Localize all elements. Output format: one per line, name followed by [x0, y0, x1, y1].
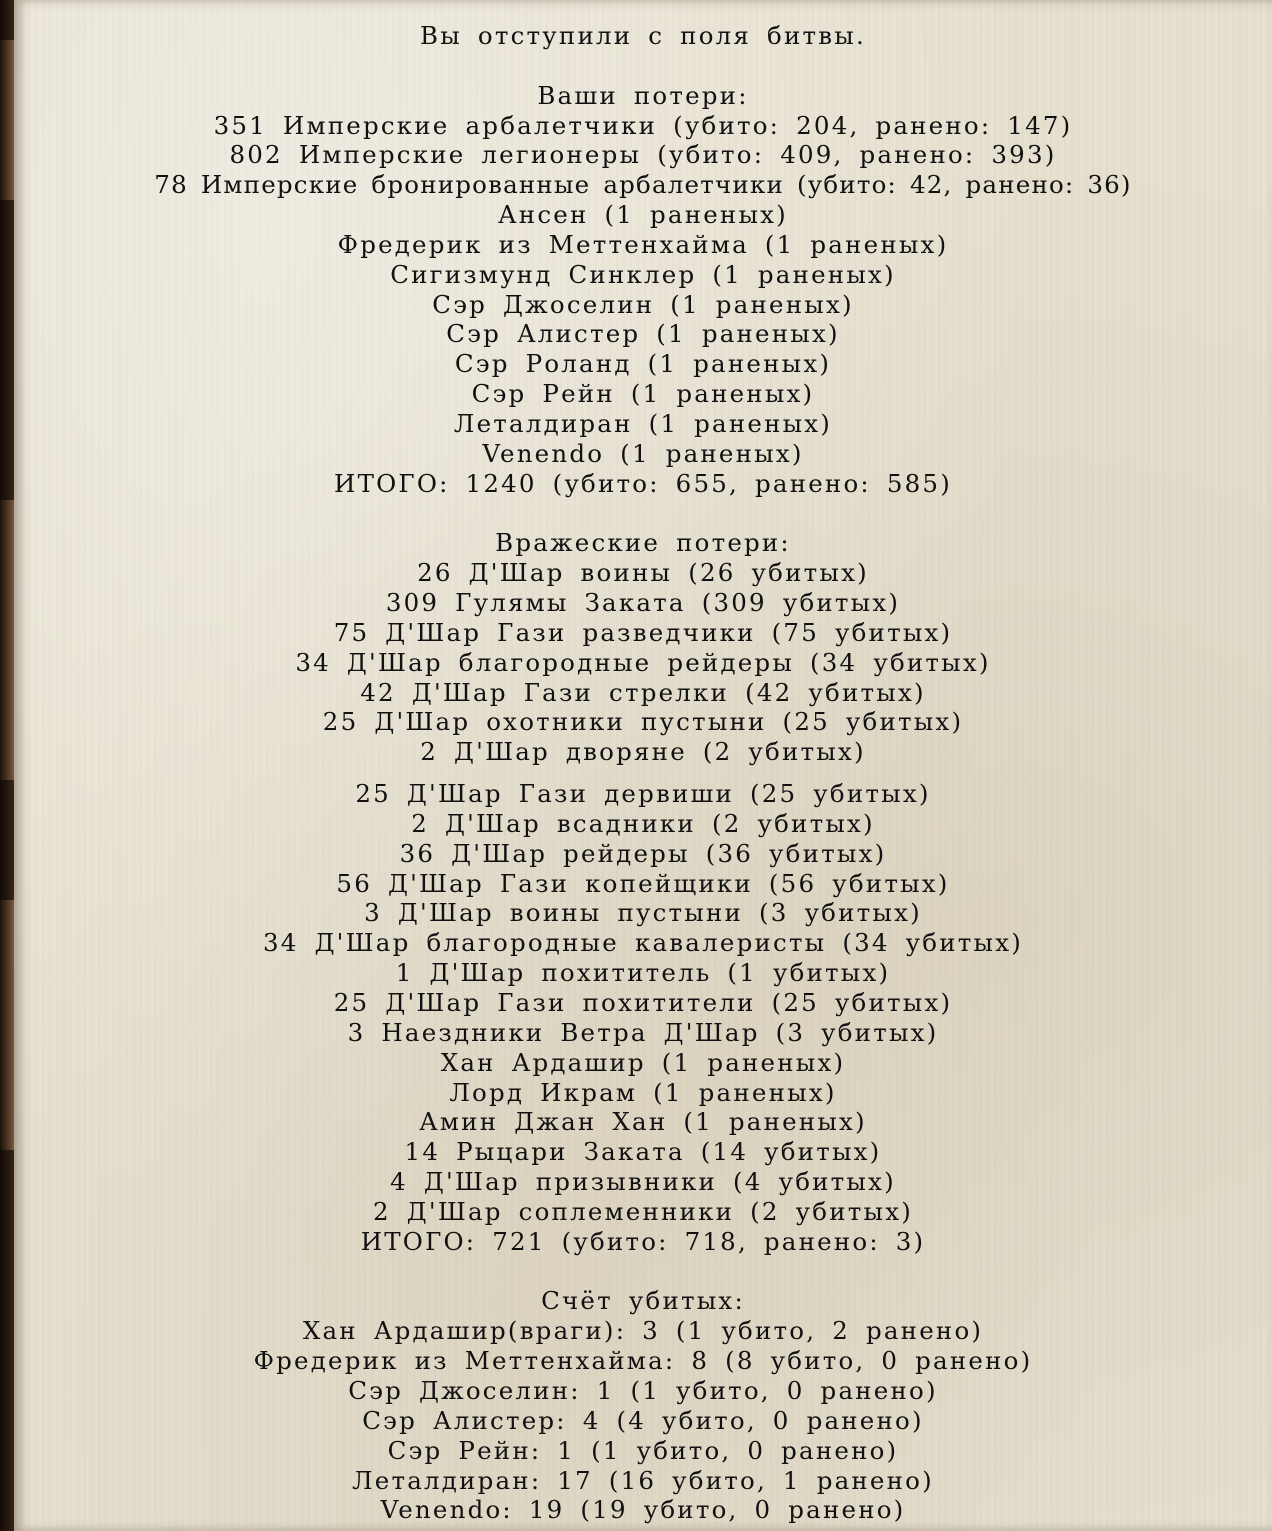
- enemy-losses-heading: Вражеские потери:: [495, 528, 791, 558]
- kill-count-entry: Хан Ардашир(враги): 3 (1 убито, 2 ранено): [302, 1316, 984, 1346]
- your-hero-loss: Сэр Роланд (1 раненых): [454, 349, 832, 379]
- your-hero-loss: Леталдиран (1 раненых): [453, 408, 833, 438]
- enemy-loss: 56 Д'Шар Гази копейщики (56 убитых): [336, 868, 950, 898]
- your-unit-loss: 78 Имперские бронированные арбалетчики (убито: 42, ранено: 36): [154, 170, 1132, 200]
- retreat-message: Вы отступили с поля битвы.: [420, 21, 866, 50]
- enemy-loss: 4 Д'Шар призывники (4 убитых): [390, 1167, 896, 1197]
- kill-count-entry: Venendo: 19 (19 убито, 0 ранено): [380, 1495, 906, 1525]
- your-hero-loss: Сигизмунд Синклер (1 раненых): [390, 259, 896, 289]
- your-hero-loss: Сэр Джоселин (1 раненых): [432, 289, 854, 319]
- blank-line: [14, 499, 1272, 529]
- your-hero-loss: Сэр Рейн (1 раненых): [471, 379, 815, 409]
- blank-line: [14, 1257, 1272, 1287]
- enemy-loss: Хан Ардашир (1 раненых): [440, 1047, 846, 1077]
- kill-count-heading: Счёт убитых:: [541, 1286, 745, 1316]
- enemy-loss: 14 Рыцари Заката (14 убитых): [404, 1137, 882, 1167]
- kill-count-entry: Леталдиран: 17 (16 убито, 1 ранено): [352, 1465, 934, 1495]
- kill-count-entry: Сэр Рейн: 1 (1 убито, 0 ранено): [387, 1435, 899, 1465]
- enemy-loss: 2 Д'Шар всадники (2 убитых): [411, 808, 875, 838]
- enemy-loss: 75 Д'Шар Гази разведчики (75 убитых): [333, 617, 953, 647]
- enemy-losses-total: ИТОГО: 721 (убито: 718, ранено: 3): [360, 1226, 926, 1256]
- your-hero-loss: Ансен (1 раненых): [498, 200, 788, 230]
- your-unit-loss: 802 Имперские легионеры (убито: 409, ранено: 393): [229, 140, 1057, 170]
- enemy-loss: 25 Д'Шар Гази дервиши (25 убитых): [355, 779, 931, 809]
- enemy-loss: 309 Гулямы Заката (309 убитых): [385, 588, 901, 618]
- enemy-loss: 3 Д'Шар воины пустыни (3 убитых): [364, 898, 922, 928]
- enemy-loss: 25 Д'Шар охотники пустыни (25 убитых): [322, 707, 964, 737]
- kill-count-entry: Сэр Джоселин: 1 (1 убито, 0 ранено): [348, 1375, 938, 1405]
- kill-count-entry: Сэр Алистер: 4 (4 убито, 0 ранено): [362, 1405, 924, 1435]
- enemy-loss: 25 Д'Шар Гази похитители (25 убитых): [333, 988, 953, 1017]
- enemy-loss: 2 Д'Шар дворяне (2 убитых): [420, 737, 866, 767]
- your-hero-loss: Venendo (1 раненых): [482, 438, 804, 468]
- enemy-loss: 36 Д'Шар рейдеры (36 убитых): [399, 838, 887, 868]
- enemy-loss: 3 Наездники Ветра Д'Шар (3 убитых): [347, 1017, 939, 1047]
- your-losses-total: ИТОГО: 1240 (убито: 655, ранено: 585): [334, 468, 952, 498]
- enemy-loss: 2 Д'Шар соплеменники (2 убитых): [373, 1196, 913, 1226]
- enemy-loss: 42 Д'Шар Гази стрелки (42 убитых): [360, 677, 926, 707]
- enemy-loss: 34 Д'Шар благородные кавалеристы (34 убитых): [263, 928, 1023, 958]
- your-unit-loss: 351 Имперские арбалетчики (убито: 204, ранено: 147): [213, 110, 1073, 140]
- enemy-loss: 34 Д'Шар благородные рейдеры (34 убитых): [295, 647, 991, 677]
- enemy-loss: 26 Д'Шар воины (26 убитых): [417, 558, 869, 588]
- enemy-loss: Амин Джан Хан (1 раненых): [419, 1107, 867, 1137]
- kill-count-entry: Фредерик из Меттенхайма: 8 (8 убито, 0 ранено): [253, 1346, 1033, 1376]
- page-seam: [14, 767, 1272, 779]
- enemy-loss: 1 Д'Шар похититель (1 убитых): [395, 958, 891, 988]
- enemy-loss: Лорд Икрам (1 раненых): [449, 1077, 837, 1107]
- your-hero-loss: Фредерик из Меттенхайма (1 раненых): [337, 229, 949, 259]
- blank-line: [14, 51, 1272, 81]
- your-hero-loss: Сэр Алистер (1 раненых): [446, 319, 840, 349]
- battle-report-text: [14, 21, 1272, 1525]
- your-losses-heading: Ваши потери:: [537, 80, 749, 110]
